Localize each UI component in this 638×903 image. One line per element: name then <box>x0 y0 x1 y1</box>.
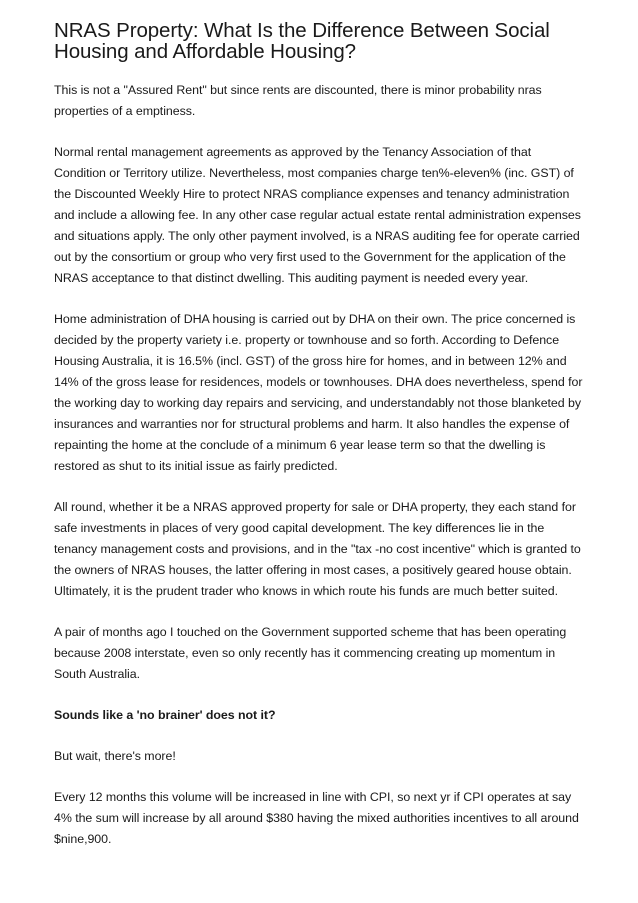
paragraph-but-wait: But wait, there's more! <box>54 749 176 763</box>
document-page <box>54 20 584 870</box>
paragraph-assured-rent: This is not a "Assured Rent" but since rents are discounted, there is minor probability nras properties of a emptiness. <box>54 83 542 118</box>
paragraph-government-scheme: A pair of months ago I touched on the Government supported scheme that has been operating because 2008 interstate, even so only recently has it commencing creating up momentum in South Australia. <box>54 625 567 681</box>
paragraph-dha-administration: Home administration of DHA housing is carried out by DHA on their own. The price concerned is decided by the property variety i.e. property or townhouse and so forth. According to Defence Housing Australia, it is 16.5% (incl. GST) of the gross hire for homes, and in between 12% and 14% of the gross lease for residences, models or townhouses. DHA does nevertheless, spend for the working day to working day repairs and servicing, and understandably not those blanketed by insurances and warranties nor for structural problems and harm. It also handles the expense of repainting the home at the conclude of a minimum 6 year lease term so that the dwelling is restored as shut to its initial issue as fairly predicted. <box>54 312 583 473</box>
paragraph-no-brainer: Sounds like a 'no brainer' does not it? <box>54 708 276 722</box>
paragraph-cpi-increase: Every 12 months this volume will be increased in line with CPI, so next yr if CPI operates at say 4% the sum will increase by all around $380 having the mixed authorities incentives to all around $nine,900. <box>54 790 579 846</box>
paragraph-rental-management: Normal rental management agreements as approved by the Tenancy Association of that Condition or Territory utilize. Nevertheless, most companies charge ten%-eleven% (inc. GST) of the Discounted Weekly Hire to protect NRAS compliance expenses and tenancy administration and include a allowing fee. In any other case regular actual estate rental administration expenses and situations apply. The only other payment involved, is a NRAS auditing fee for operate carried out by the consortium or group who very first used to the Government for the application of the NRAS acceptance to that distinct dwelling. This auditing payment is needed every year. <box>54 145 581 285</box>
paragraph-all-round: All round, whether it be a NRAS approved property for sale or DHA property, they each stand for safe investments in places of very good capital development. The key differences lie in the tenancy management costs and provisions, and in the "tax -no cost incentive" which is granted to the owners of NRAS houses, the latter offering in most cases, a positively geared house obtain. Ultimately, it is the prudent trader who knows in which route his funds are much better suited. <box>54 500 581 598</box>
document-title: NRAS Property: What Is the Difference Between Social Housing and Affordable Housing? <box>54 19 550 63</box>
